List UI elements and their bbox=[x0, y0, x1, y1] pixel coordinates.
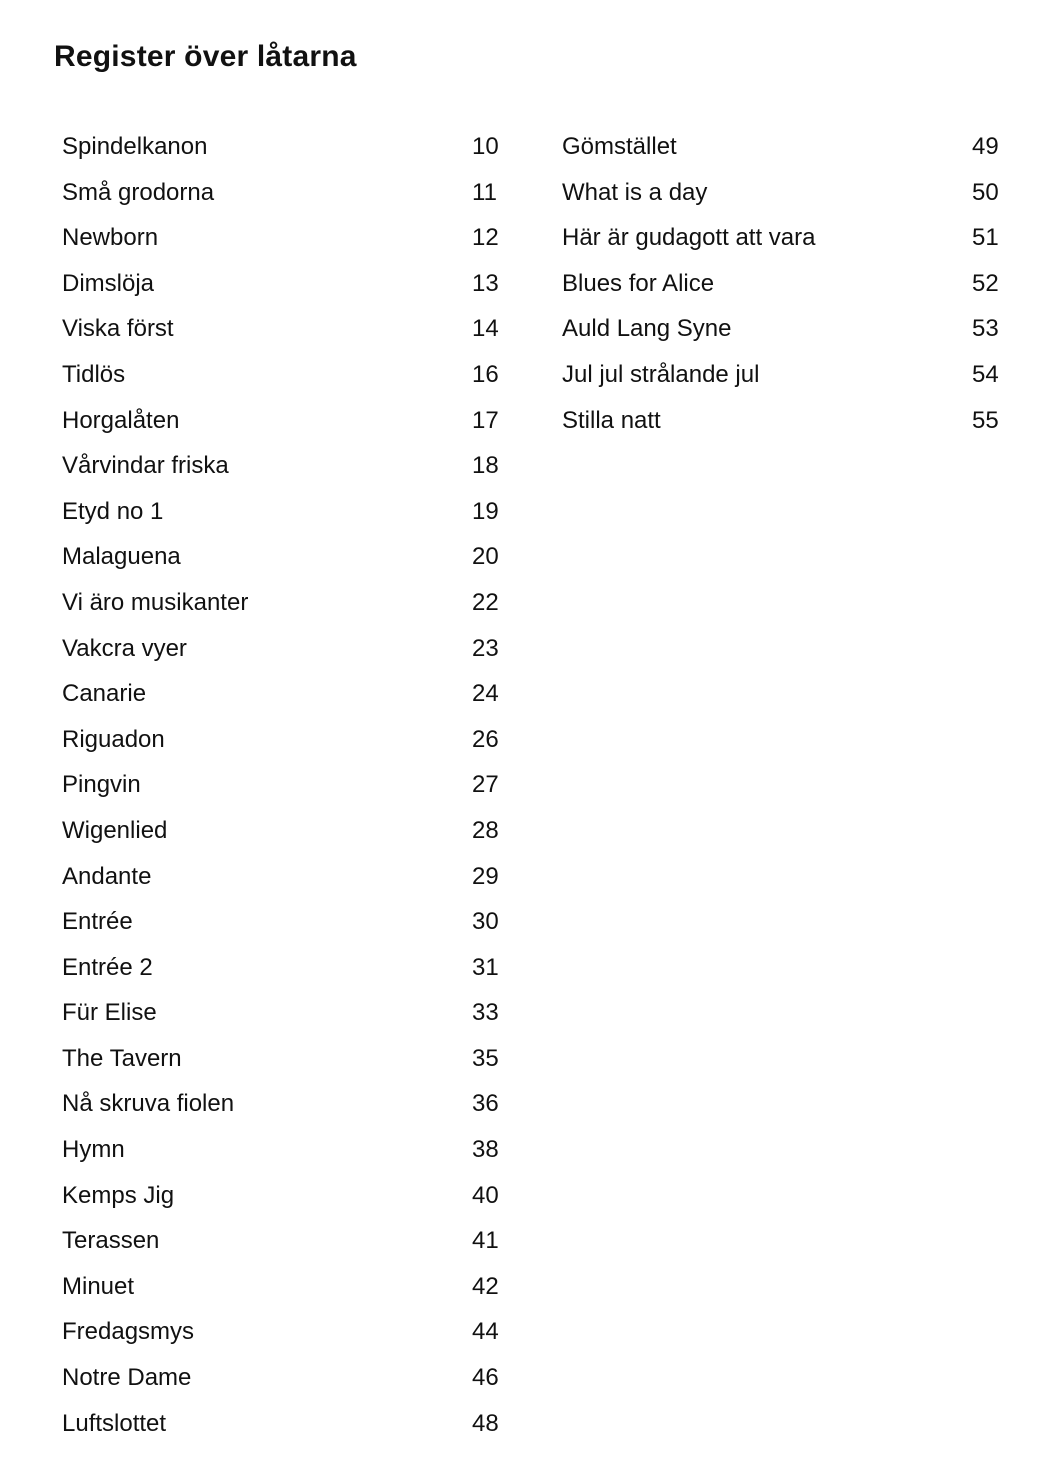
index-entry bbox=[62, 489, 522, 535]
song-title: Pingvin bbox=[62, 771, 141, 799]
song-title: Små grodorna bbox=[62, 178, 215, 206]
index-entry bbox=[62, 762, 522, 808]
page-number: 48 bbox=[472, 1409, 499, 1437]
page-number: 13 bbox=[472, 269, 499, 297]
page-number: 17 bbox=[472, 406, 499, 434]
song-title: Etyd no 1 bbox=[62, 497, 164, 525]
page-title: Register över låtarna bbox=[54, 40, 357, 73]
page-number: 53 bbox=[972, 315, 999, 343]
song-title: The Tavern bbox=[62, 1044, 182, 1072]
song-title: Gömstället bbox=[562, 133, 677, 160]
index-entry bbox=[62, 352, 522, 398]
page-number: 52 bbox=[972, 269, 999, 297]
index-entry bbox=[62, 443, 522, 489]
page-number: 35 bbox=[472, 1044, 499, 1072]
song-title: Entrée 2 bbox=[62, 953, 153, 981]
page-number: 11 bbox=[472, 178, 497, 206]
page-number: 49 bbox=[972, 133, 999, 160]
page-number: 46 bbox=[472, 1364, 499, 1392]
song-title: Kemps Jig bbox=[62, 1181, 175, 1209]
index-entry bbox=[62, 306, 522, 352]
index-entry bbox=[62, 1355, 522, 1401]
song-title: Luftslottet bbox=[62, 1409, 167, 1437]
index-entry bbox=[62, 990, 522, 1036]
index-entry bbox=[562, 215, 1022, 261]
song-title: Terassen bbox=[62, 1227, 160, 1255]
page-number: 28 bbox=[472, 816, 499, 844]
index-right-column bbox=[562, 124, 1022, 443]
song-title: Andante bbox=[62, 862, 152, 890]
index-entry bbox=[562, 352, 1022, 398]
song-title: Canarie bbox=[62, 680, 147, 708]
index-entry bbox=[62, 261, 522, 307]
page-number: 23 bbox=[472, 634, 499, 662]
song-title: What is a day bbox=[562, 178, 708, 206]
song-title: Auld Lang Syne bbox=[562, 315, 732, 343]
page-number: 20 bbox=[472, 543, 499, 571]
page-number: 36 bbox=[472, 1090, 499, 1118]
page-number: 38 bbox=[472, 1136, 499, 1164]
song-title: Här är gudagott att vara bbox=[562, 224, 816, 252]
page-number: 40 bbox=[472, 1181, 499, 1209]
index-entry bbox=[62, 170, 522, 216]
page-number: 22 bbox=[472, 588, 499, 616]
song-title: Horgalåten bbox=[62, 406, 180, 434]
page-number: 12 bbox=[472, 224, 499, 252]
song-title: Vi äro musikanter bbox=[62, 588, 249, 616]
index-entry bbox=[562, 170, 1022, 216]
index-entry bbox=[62, 1309, 522, 1355]
page-number: 18 bbox=[472, 452, 499, 480]
index-entry bbox=[62, 854, 522, 900]
song-title: Jul jul strålande jul bbox=[562, 360, 760, 388]
song-title: Nå skruva fiolen bbox=[62, 1090, 235, 1118]
index-entry bbox=[62, 1036, 522, 1082]
song-title: Fredagsmys bbox=[62, 1318, 195, 1346]
page-number: 51 bbox=[972, 224, 999, 252]
song-title: Notre Dame bbox=[62, 1364, 192, 1392]
index-entry bbox=[62, 717, 522, 763]
index-entry bbox=[62, 398, 522, 444]
index-entry bbox=[62, 626, 522, 672]
index-entry bbox=[62, 124, 522, 170]
song-title: Viska först bbox=[62, 315, 174, 343]
song-title: Dimslöja bbox=[62, 269, 155, 297]
song-title: Malaguena bbox=[62, 543, 181, 571]
index-entry bbox=[62, 1081, 522, 1127]
song-title: Vakcra vyer bbox=[62, 634, 187, 662]
index-entry bbox=[562, 261, 1022, 307]
song-title: Spindelkanon bbox=[62, 133, 208, 160]
index-entry bbox=[562, 398, 1022, 444]
song-title: Für Elise bbox=[62, 999, 157, 1027]
page-number: 14 bbox=[472, 315, 499, 343]
page-number: 42 bbox=[472, 1272, 499, 1300]
page-number: 27 bbox=[472, 771, 499, 799]
page-number: 55 bbox=[972, 406, 999, 434]
page-number: 41 bbox=[472, 1227, 499, 1255]
page-number: 19 bbox=[472, 497, 499, 525]
index-entry bbox=[562, 124, 1022, 170]
index-entry bbox=[62, 1173, 522, 1219]
index-entry bbox=[62, 1127, 522, 1173]
index-entry bbox=[62, 671, 522, 717]
song-title: Newborn bbox=[62, 224, 159, 252]
song-title: Minuet bbox=[62, 1272, 135, 1300]
index-entry bbox=[562, 306, 1022, 352]
song-title: Wigenlied bbox=[62, 816, 168, 844]
song-title: Tidlös bbox=[62, 360, 126, 388]
page-number: 50 bbox=[972, 178, 999, 206]
song-title: Stilla natt bbox=[562, 406, 661, 434]
page-number: 30 bbox=[472, 908, 499, 936]
song-title: Riguadon bbox=[62, 725, 165, 753]
index-entry bbox=[62, 808, 522, 854]
page-number: 16 bbox=[472, 360, 499, 388]
page-number: 26 bbox=[472, 725, 499, 753]
index-entry bbox=[62, 1264, 522, 1310]
index-left-column bbox=[62, 124, 522, 1446]
index-entry bbox=[62, 1218, 522, 1264]
song-title: Vårvindar friska bbox=[62, 452, 229, 480]
page-number: 24 bbox=[472, 680, 499, 708]
page-number: 10 bbox=[472, 133, 499, 160]
page-number: 29 bbox=[472, 862, 499, 890]
page-number: 44 bbox=[472, 1318, 499, 1346]
index-entry bbox=[62, 580, 522, 626]
song-title: Hymn bbox=[62, 1136, 125, 1164]
page-number: 31 bbox=[472, 953, 499, 981]
index-entry bbox=[62, 1401, 522, 1447]
index-entry bbox=[62, 215, 522, 261]
song-title: Entrée bbox=[62, 908, 133, 936]
page-number: 54 bbox=[972, 360, 999, 388]
index-entry bbox=[62, 899, 522, 945]
index-entry bbox=[62, 534, 522, 580]
index-entry bbox=[62, 945, 522, 991]
song-title: Blues for Alice bbox=[562, 269, 715, 297]
page-number: 33 bbox=[472, 999, 499, 1027]
